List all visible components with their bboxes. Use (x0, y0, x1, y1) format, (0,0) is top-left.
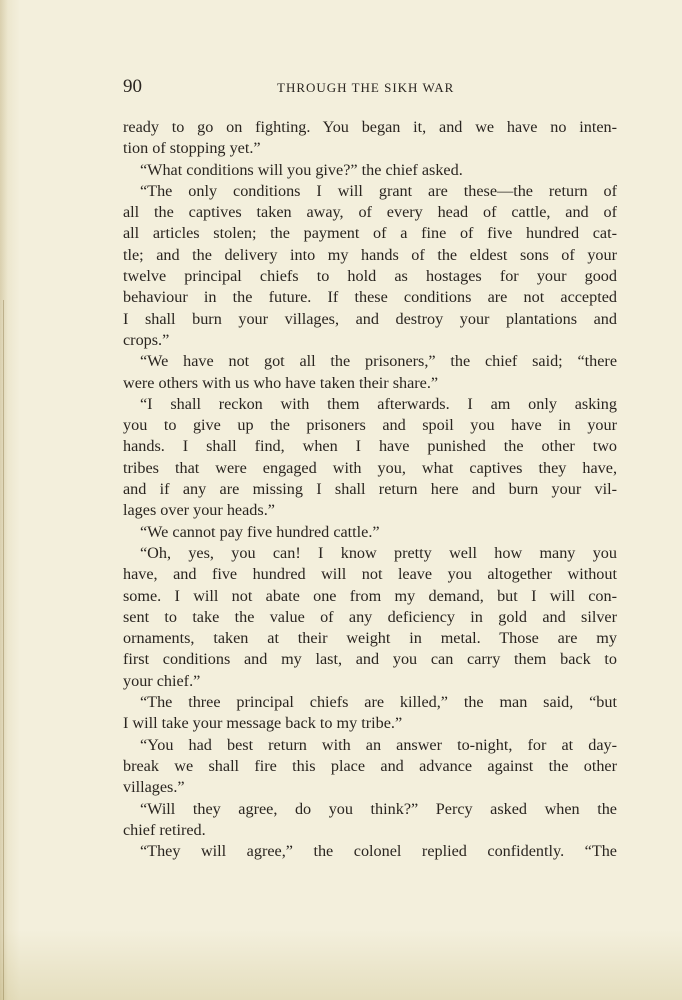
text-line: tribes that were engaged with you, what captives they have, (123, 458, 617, 477)
text-line: some. I will not abate one from my demand, but I will con- (123, 586, 617, 605)
text-line: I shall burn your villages, and destroy your plantations and (123, 309, 617, 328)
text-line: ornaments, taken at their weight in metal. Those are my (123, 629, 617, 648)
text-line: tle; and the delivery into my hands of the eldest sons of your (123, 245, 617, 264)
text-line: “They will agree,” the colonel replied confidently. “The (140, 842, 617, 861)
text-line: all articles stolen; the payment of a fine of five hundred cat- (123, 224, 617, 243)
text-line: sent to take the value of any deficiency in gold and silver (123, 607, 617, 626)
text-line: have, and five hundred will not leave you altogether without (123, 565, 617, 584)
running-title: THROUGH THE SIKH WAR (277, 80, 455, 95)
text-line: behaviour in the future. If these conditions are not accepted (123, 288, 617, 307)
text-line: “I shall reckon with them afterwards. I am only asking (140, 394, 617, 413)
page-header (123, 76, 617, 98)
text-line: lages over your heads.” (123, 501, 275, 520)
text-line: “The three principal chiefs are killed,” the man said, “but (140, 693, 617, 712)
text-line: villages.” (123, 778, 185, 797)
text-line: “Will they agree, do you think?” Percy asked when the (140, 799, 617, 818)
text-line: break we shall fire this place and advance against the other (123, 756, 617, 775)
text-line: I will take your message back to my tribe.” (123, 714, 403, 733)
text-line: your chief.” (123, 671, 201, 690)
text-line: hands. I shall find, when I have punished the other two (123, 437, 617, 456)
text-line: “The only conditions I will grant are these—the return of (140, 181, 617, 200)
text-line: chief retired. (123, 820, 206, 839)
text-line: “We have not got all the prisoners,” the chief said; “there (140, 352, 617, 371)
text-line: ready to go on fighting. You began it, and we have no inten- (123, 118, 617, 136)
body-text (123, 117, 617, 862)
text-line: twelve principal chiefs to hold as hostages for your good (123, 267, 617, 286)
text-line: and if any are missing I shall return here and burn your vil- (123, 480, 617, 499)
text-line: first conditions and my last, and you can carry them back to (123, 650, 617, 669)
text-line: you to give up the prisoners and spoil you have in your (123, 416, 617, 435)
page-edge (3, 300, 4, 1000)
text-line: all the captives taken away, of every head of cattle, and of (123, 203, 617, 222)
text-line: “Oh, yes, you can! I know pretty well how many you (140, 543, 617, 562)
text-line: “We cannot pay five hundred cattle.” (140, 522, 380, 541)
text-line: tion of stopping yet.” (123, 139, 261, 158)
page-number: 90 (123, 76, 142, 97)
text-line: “What conditions will you give?” the chief asked. (140, 160, 463, 179)
text-line: were others with us who have taken their share.” (123, 373, 439, 392)
text-line: crops.” (123, 330, 170, 349)
text-line: “You had best return with an answer to-night, for at day- (140, 735, 617, 754)
